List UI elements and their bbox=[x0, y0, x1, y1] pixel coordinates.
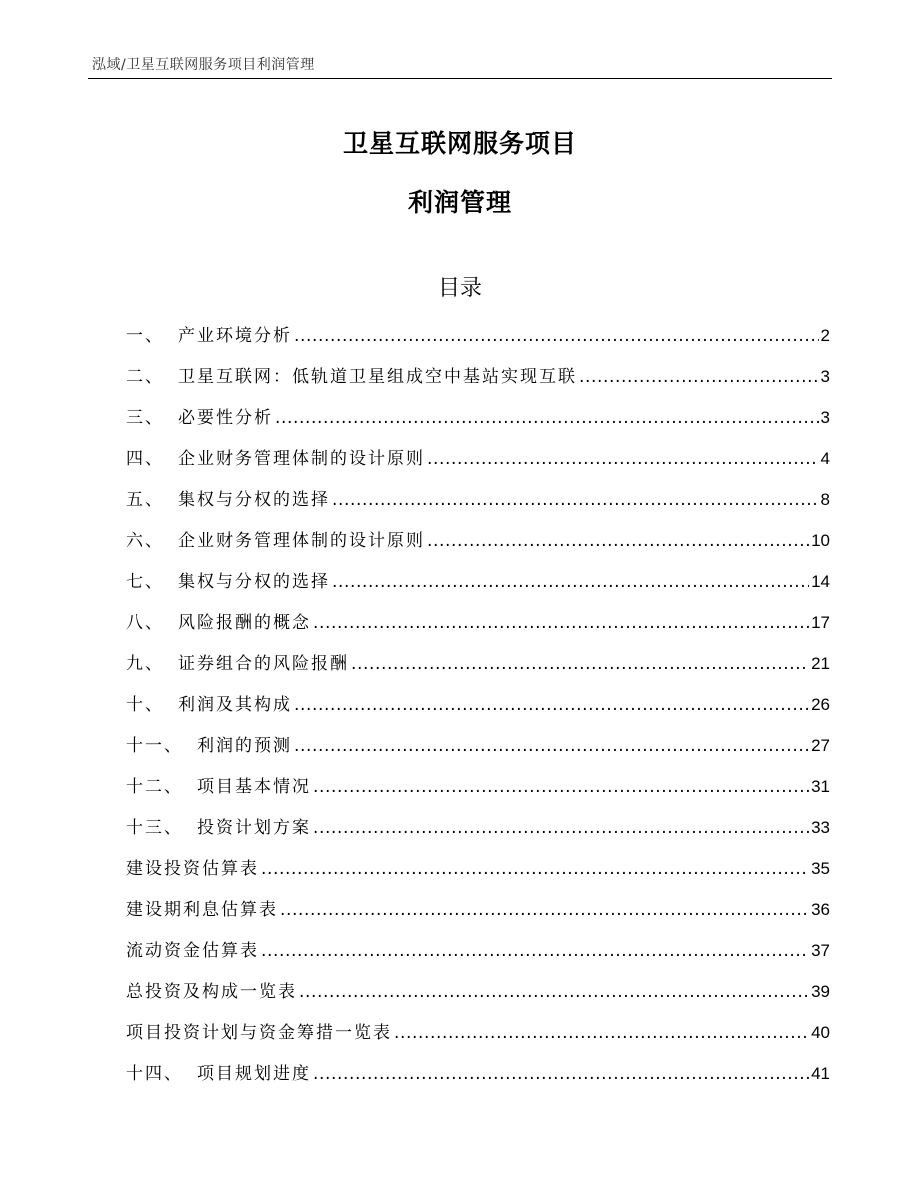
toc-heading: 目录 bbox=[437, 276, 482, 301]
toc-entry-page-number: 3 bbox=[820, 408, 830, 427]
table-of-contents bbox=[126, 322, 830, 1101]
toc-entry-label: 项目基本情况 bbox=[197, 777, 311, 797]
toc-entry[interactable] bbox=[126, 978, 830, 1019]
toc-entry[interactable] bbox=[126, 568, 830, 609]
toc-entry-label: 总投资及构成一览表 bbox=[126, 982, 297, 1002]
toc-entry-page-number: 31 bbox=[811, 777, 830, 796]
toc-entry[interactable] bbox=[126, 322, 830, 363]
toc-dot-leader bbox=[332, 486, 819, 514]
toc-entry-page-number: 39 bbox=[811, 982, 830, 1001]
toc-dot-leader bbox=[294, 691, 809, 719]
toc-dot-leader bbox=[332, 568, 809, 596]
toc-entry-label: 风险报酬的概念 bbox=[178, 613, 311, 633]
toc-entry-page-number: 17 bbox=[811, 613, 830, 632]
toc-entry-number: 六、 bbox=[126, 531, 164, 551]
running-header: 泓域/卫星互联网服务项目利润管理 bbox=[92, 57, 315, 73]
toc-entry-label: 产业环境分析 bbox=[178, 326, 292, 346]
toc-entry-label: 利润及其构成 bbox=[178, 695, 292, 715]
toc-entry-page-number: 21 bbox=[811, 654, 830, 673]
toc-dot-leader bbox=[579, 363, 819, 391]
toc-entry-page-number: 37 bbox=[811, 941, 830, 960]
toc-entry-number: 九、 bbox=[126, 654, 164, 674]
toc-dot-leader bbox=[280, 896, 809, 924]
document-title: 卫星互联网服务项目 bbox=[342, 129, 577, 158]
toc-entry[interactable] bbox=[126, 732, 830, 773]
toc-dot-leader bbox=[294, 322, 819, 350]
toc-entry-page-number: 33 bbox=[811, 818, 830, 837]
toc-entry-label: 企业财务管理体制的设计原则 bbox=[178, 531, 425, 551]
toc-entry-number: 十一、 bbox=[126, 736, 183, 756]
toc-entry[interactable] bbox=[126, 445, 830, 486]
header-divider bbox=[88, 78, 832, 79]
toc-entry-label: 必要性分析 bbox=[178, 408, 273, 428]
toc-entry[interactable] bbox=[126, 1060, 830, 1101]
toc-entry-page-number: 36 bbox=[811, 900, 830, 919]
toc-entry-label: 建设期利息估算表 bbox=[126, 900, 278, 920]
toc-entry-page-number: 8 bbox=[820, 490, 830, 509]
toc-dot-leader bbox=[261, 937, 809, 965]
toc-entry-number: 七、 bbox=[126, 572, 164, 592]
toc-entry[interactable] bbox=[126, 773, 830, 814]
toc-entry-page-number: 35 bbox=[811, 859, 830, 878]
toc-entry-page-number: 26 bbox=[811, 695, 830, 714]
toc-dot-leader bbox=[313, 609, 809, 637]
toc-entry-page-number: 4 bbox=[820, 449, 830, 468]
toc-entry[interactable] bbox=[126, 937, 830, 978]
toc-entry-page-number: 2 bbox=[820, 326, 830, 345]
toc-entry[interactable] bbox=[126, 1019, 830, 1060]
toc-entry-page-number: 41 bbox=[811, 1064, 830, 1083]
toc-entry-number: 五、 bbox=[126, 490, 164, 510]
toc-entry-number: 八、 bbox=[126, 613, 164, 633]
toc-entry[interactable] bbox=[126, 527, 830, 568]
toc-entry-page-number: 40 bbox=[811, 1023, 830, 1042]
toc-entry-number: 二、 bbox=[126, 367, 164, 387]
toc-dot-leader bbox=[313, 1060, 809, 1088]
toc-entry-label: 利润的预测 bbox=[197, 736, 292, 756]
toc-dot-leader bbox=[427, 445, 819, 473]
toc-dot-leader bbox=[299, 978, 809, 1006]
toc-entry[interactable] bbox=[126, 404, 830, 445]
toc-dot-leader bbox=[427, 527, 809, 555]
toc-entry-number: 十二、 bbox=[126, 777, 183, 797]
toc-entry-number: 十、 bbox=[126, 695, 164, 715]
document-subtitle: 利润管理 bbox=[407, 188, 512, 217]
toc-entry-label: 项目投资计划与资金筹措一览表 bbox=[126, 1023, 392, 1043]
toc-dot-leader bbox=[394, 1019, 809, 1047]
toc-entry-number: 三、 bbox=[126, 408, 164, 428]
toc-entry-number: 十三、 bbox=[126, 818, 183, 838]
toc-entry[interactable] bbox=[126, 896, 830, 937]
toc-entry-label: 证券组合的风险报酬 bbox=[178, 654, 349, 674]
toc-entry[interactable] bbox=[126, 855, 830, 896]
toc-entry-number: 四、 bbox=[126, 449, 164, 469]
toc-entry-label: 企业财务管理体制的设计原则 bbox=[178, 449, 425, 469]
toc-entry-label: 建设投资估算表 bbox=[126, 859, 259, 879]
toc-dot-leader bbox=[313, 814, 809, 842]
toc-entry[interactable] bbox=[126, 691, 830, 732]
toc-entry[interactable] bbox=[126, 609, 830, 650]
toc-entry-page-number: 27 bbox=[811, 736, 830, 755]
toc-entry-number: 十四、 bbox=[126, 1064, 183, 1084]
toc-entry-label: 集权与分权的选择 bbox=[178, 572, 330, 592]
toc-entry[interactable] bbox=[126, 363, 830, 404]
toc-dot-leader bbox=[261, 855, 809, 883]
toc-dot-leader bbox=[294, 732, 809, 760]
toc-dot-leader bbox=[275, 404, 819, 432]
toc-entry[interactable] bbox=[126, 486, 830, 527]
toc-dot-leader bbox=[313, 773, 809, 801]
toc-entry-page-number: 3 bbox=[820, 367, 830, 386]
toc-entry[interactable] bbox=[126, 650, 830, 691]
toc-entry-label: 流动资金估算表 bbox=[126, 941, 259, 961]
toc-entry-label: 投资计划方案 bbox=[197, 818, 311, 838]
toc-entry-label: 集权与分权的选择 bbox=[178, 490, 330, 510]
toc-entry-number: 一、 bbox=[126, 326, 164, 346]
toc-entry-page-number: 10 bbox=[811, 531, 830, 550]
toc-dot-leader bbox=[351, 650, 809, 678]
toc-entry-label: 卫星互联网：低轨道卫星组成空中基站实现互联 bbox=[178, 367, 577, 387]
toc-entry[interactable] bbox=[126, 814, 830, 855]
toc-entry-page-number: 14 bbox=[811, 572, 830, 591]
toc-entry-label: 项目规划进度 bbox=[197, 1064, 311, 1084]
